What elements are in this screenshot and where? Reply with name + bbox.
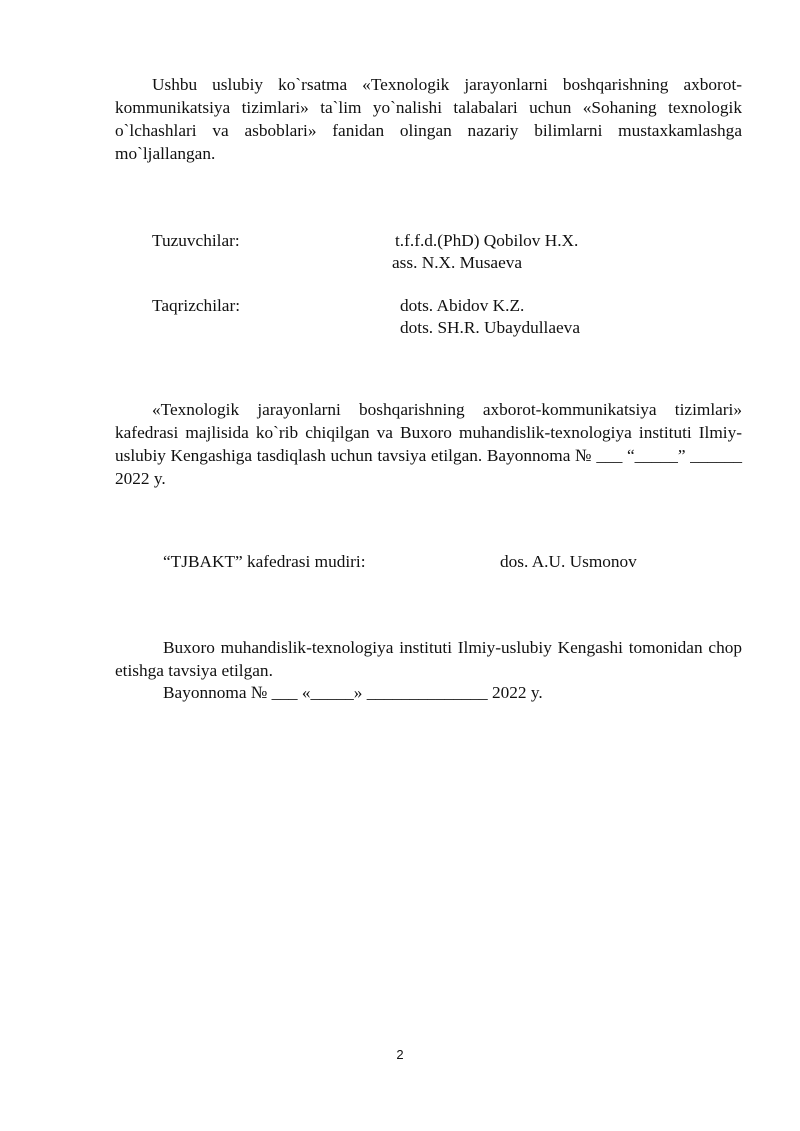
council-text: Buxoro muhandislik-texnologiya instituti Ilmiy-uslubiy Kengashi tomonidan chop etishga tavsiya etilgan. [115, 638, 742, 680]
head-name: dos. A.U. Usmonov [500, 552, 637, 571]
authors-label: Tuzuvchilar: [152, 231, 240, 250]
reviewers-label: Taqrizchilar: [152, 296, 241, 315]
council-protocol: Bayonnoma № ___ «_____» ______________ 2022 y. [163, 683, 543, 702]
head-title: “TJBAKT” kafedrasi mudiri: [163, 552, 366, 571]
page-number: 2 [396, 1047, 404, 1062]
council-paragraph [115, 636, 742, 682]
reviewer-name-1: dots. Abidov K.Z. [400, 296, 525, 315]
author-name-1: t.f.f.d.(PhD) Qobilov H.X. [395, 231, 579, 250]
author-name-2: ass. N.X. Musaeva [392, 253, 523, 272]
department-approval-text: «Texnologik jarayonlarni boshqarishning axborot-kommunikatsiya tizimlari» kafedrasi majlisida ko`rib chiqilgan va Buxoro muhandislik-texnologiya instituti Ilmiy-uslubiy Kengashiga tasdiqlash uchun tavsiya etilgan. Bayonnoma № ___ “_____” ______ 2022 y. [115, 400, 742, 488]
reviewer-name-2: dots. SH.R. Ubaydullaeva [400, 318, 580, 337]
intro-text: Ushbu uslubiy ko`rsatma «Texnologik jarayonlarni boshqarishning axborot-kommunikatsiya tizimlari» ta`lim yo`nalishi talabalari uchun «Sohaning texnologik o`lchashlari va asboblari» fanidan olingan nazariy bilimlarni mustaxkamlashga mo`ljallangan. [115, 75, 742, 163]
department-approval-paragraph [115, 398, 742, 490]
intro-paragraph [115, 73, 742, 165]
